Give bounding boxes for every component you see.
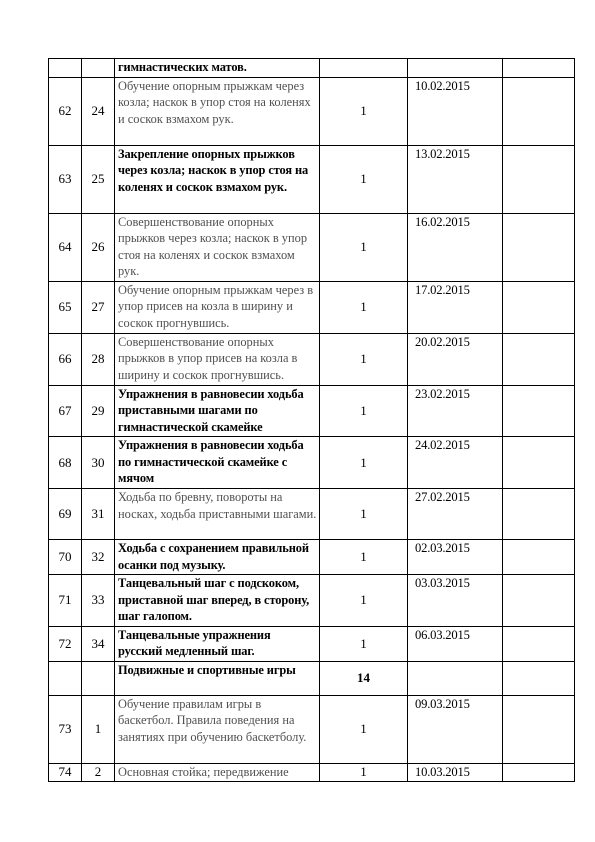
lesson-sub-number-cell: 28 <box>82 333 115 385</box>
lesson-notes-cell <box>503 540 575 575</box>
lesson-hours-cell: 1 <box>320 77 408 145</box>
lesson-topic-cell: Ходьба по бревну, повороты на носках, ходьба приставными шагами. <box>115 489 320 540</box>
lesson-date-cell: 20.02.2015 <box>408 333 503 385</box>
lesson-date-cell: 17.02.2015 <box>408 281 503 333</box>
table-row <box>49 437 575 489</box>
lesson-notes-cell <box>503 145 575 213</box>
table-row <box>49 489 575 540</box>
lesson-topic-cell: гимнастических матов. <box>115 59 320 78</box>
lesson-number-cell: 69 <box>49 489 82 540</box>
lesson-date-cell <box>408 59 503 78</box>
table-row <box>49 695 575 763</box>
lesson-hours-cell: 14 <box>320 661 408 695</box>
lesson-hours-cell: 1 <box>320 213 408 281</box>
lesson-hours-cell: 1 <box>320 333 408 385</box>
lesson-number-cell: 70 <box>49 540 82 575</box>
lesson-hours-cell: 1 <box>320 575 408 627</box>
table-row <box>49 763 575 782</box>
lesson-sub-number-cell: 31 <box>82 489 115 540</box>
table-row <box>49 333 575 385</box>
lesson-number-cell: 71 <box>49 575 82 627</box>
lesson-date-cell: 23.02.2015 <box>408 385 503 437</box>
lesson-sub-number-cell: 24 <box>82 77 115 145</box>
lesson-hours-cell: 1 <box>320 385 408 437</box>
lesson-topic-cell: Основная стойка; передвижение <box>115 763 320 782</box>
lesson-date-cell <box>408 661 503 695</box>
lesson-number-cell <box>49 661 82 695</box>
lesson-topic-cell: Закрепление опорных прыжков через козла; наскок в упор стоя на коленях и соскок взмахом рук. <box>115 145 320 213</box>
lesson-notes-cell <box>503 661 575 695</box>
lesson-plan-table <box>48 58 575 782</box>
lesson-topic-cell: Совершенствование опорных прыжков в упор присев на козла в ширину и соскок прогнувшись. <box>115 333 320 385</box>
lesson-date-cell: 02.03.2015 <box>408 540 503 575</box>
lesson-hours-cell: 1 <box>320 145 408 213</box>
lesson-date-cell: 03.03.2015 <box>408 575 503 627</box>
lesson-notes-cell <box>503 489 575 540</box>
table-row <box>49 145 575 213</box>
lesson-number-cell: 62 <box>49 77 82 145</box>
table-row <box>49 661 575 695</box>
lesson-notes-cell <box>503 763 575 782</box>
lesson-notes-cell <box>503 59 575 78</box>
lesson-number-cell: 68 <box>49 437 82 489</box>
lesson-sub-number-cell: 32 <box>82 540 115 575</box>
table-row <box>49 77 575 145</box>
lesson-topic-cell: Танцевальные упражнения русский медленный шаг. <box>115 626 320 661</box>
lesson-number-cell: 72 <box>49 626 82 661</box>
lesson-hours-cell: 1 <box>320 695 408 763</box>
lesson-number-cell: 74 <box>49 763 82 782</box>
lesson-number-cell: 66 <box>49 333 82 385</box>
lesson-sub-number-cell: 34 <box>82 626 115 661</box>
lesson-sub-number-cell: 33 <box>82 575 115 627</box>
lesson-sub-number-cell: 27 <box>82 281 115 333</box>
table-row <box>49 213 575 281</box>
lesson-topic-cell: Обучение опорным прыжкам через в упор присев на козла в ширину и соскок прогнувшись. <box>115 281 320 333</box>
lesson-date-cell: 10.03.2015 <box>408 763 503 782</box>
lesson-date-cell: 06.03.2015 <box>408 626 503 661</box>
lesson-number-cell: 63 <box>49 145 82 213</box>
lesson-number-cell <box>49 59 82 78</box>
lesson-date-cell: 09.03.2015 <box>408 695 503 763</box>
lesson-hours-cell: 1 <box>320 540 408 575</box>
lesson-date-cell: 13.02.2015 <box>408 145 503 213</box>
lesson-notes-cell <box>503 281 575 333</box>
lesson-number-cell: 67 <box>49 385 82 437</box>
table-row <box>49 540 575 575</box>
lesson-date-cell: 27.02.2015 <box>408 489 503 540</box>
lesson-number-cell: 65 <box>49 281 82 333</box>
lesson-notes-cell <box>503 333 575 385</box>
lesson-notes-cell <box>503 695 575 763</box>
lesson-sub-number-cell <box>82 661 115 695</box>
lesson-date-cell: 16.02.2015 <box>408 213 503 281</box>
lesson-date-cell: 24.02.2015 <box>408 437 503 489</box>
lesson-hours-cell: 1 <box>320 763 408 782</box>
lesson-topic-cell: Танцевальный шаг с подскоком, приставной шаг вперед, в сторону, шаг галопом. <box>115 575 320 627</box>
lesson-notes-cell <box>503 437 575 489</box>
lesson-sub-number-cell: 30 <box>82 437 115 489</box>
lesson-topic-cell: Ходьба с сохранением правильной осанки под музыку. <box>115 540 320 575</box>
lesson-sub-number-cell: 25 <box>82 145 115 213</box>
lesson-number-cell: 64 <box>49 213 82 281</box>
lesson-topic-cell: Подвижные и спортивные игры <box>115 661 320 695</box>
lesson-sub-number-cell <box>82 59 115 78</box>
lesson-plan-body <box>49 59 575 782</box>
lesson-notes-cell <box>503 77 575 145</box>
table-row <box>49 281 575 333</box>
lesson-hours-cell: 1 <box>320 626 408 661</box>
lesson-number-cell: 73 <box>49 695 82 763</box>
lesson-topic-cell: Обучение опорным прыжкам через козла; наскок в упор стоя на коленях и соскок взмахом рук. <box>115 77 320 145</box>
lesson-notes-cell <box>503 213 575 281</box>
lesson-topic-cell: Обучение правилам игры в баскетбол. Правила поведения на занятиях при обучению баскетболу. <box>115 695 320 763</box>
lesson-hours-cell <box>320 59 408 78</box>
lesson-sub-number-cell: 26 <box>82 213 115 281</box>
lesson-hours-cell: 1 <box>320 281 408 333</box>
lesson-sub-number-cell: 29 <box>82 385 115 437</box>
lesson-hours-cell: 1 <box>320 437 408 489</box>
lesson-hours-cell: 1 <box>320 489 408 540</box>
lesson-topic-cell: Упражнения в равновесии ходьба по гимнастической скамейке с мячом <box>115 437 320 489</box>
lesson-sub-number-cell: 1 <box>82 695 115 763</box>
lesson-date-cell: 10.02.2015 <box>408 77 503 145</box>
lesson-topic-cell: Совершенствование опорных прыжков через козла; наскок в упор стоя на коленях и соскок взмахом рук. <box>115 213 320 281</box>
table-row <box>49 575 575 627</box>
table-row <box>49 626 575 661</box>
lesson-topic-cell: Упражнения в равновесии ходьба приставными шагами по гимнастической скамейке <box>115 385 320 437</box>
table-row <box>49 385 575 437</box>
lesson-notes-cell <box>503 385 575 437</box>
lesson-notes-cell <box>503 626 575 661</box>
lesson-sub-number-cell: 2 <box>82 763 115 782</box>
lesson-notes-cell <box>503 575 575 627</box>
table-row <box>49 59 575 78</box>
